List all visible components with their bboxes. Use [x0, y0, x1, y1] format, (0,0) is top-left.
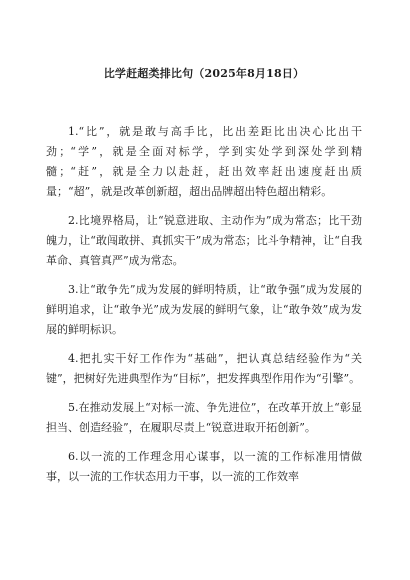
paragraph-3: 3.让“敢争先”成为发展的鲜明特质，让“敢争强”成为发展的鲜明追求，让“敢争光”成为发展的鲜明气象，让“敢争效”成为发展的鲜明标识。 — [46, 283, 362, 336]
document-title: 比学赶超类排比句（2025年8月18日） — [103, 67, 305, 80]
paragraph-2: 2.比境界格局，让“锐意进取、主动作为”成为常态；比干劲魄力，让“敢闯敢拼、真抓实干”成为常态；比斗争精神，让“自我革命、真管真严”成为常态。 — [46, 214, 362, 267]
paragraph-6: 6.以一流的工作理念用心谋事，以一流的工作标准用情做事，以一流的工作状态用力干事，以一流的工作效率 — [46, 450, 362, 483]
paragraph-5: 5.在推动发展上“对标一流、争先进位”，在改革开放上“彰显担当、创造经验”，在履职尽责上“锐意进取开拓创新”。 — [46, 401, 362, 434]
paragraph-4: 4.把扎实干好工作作为“基础”，把认真总结经验作为“关键”，把树好先进典型作为“目标”，把发挥典型作用作为“引擎”。 — [46, 352, 362, 385]
paragraph-1: 1.“比”，就是敢与高手比，比出差距比出决心比出干劲；“学”，就是全面对标学，学到实处学到深处学到精髓；“赶”，就是全力以赴赶，赶出效率赶出速度赶出质量；“超”，就是改革创新超，超出品牌超出特色超出精彩。 — [46, 125, 362, 198]
